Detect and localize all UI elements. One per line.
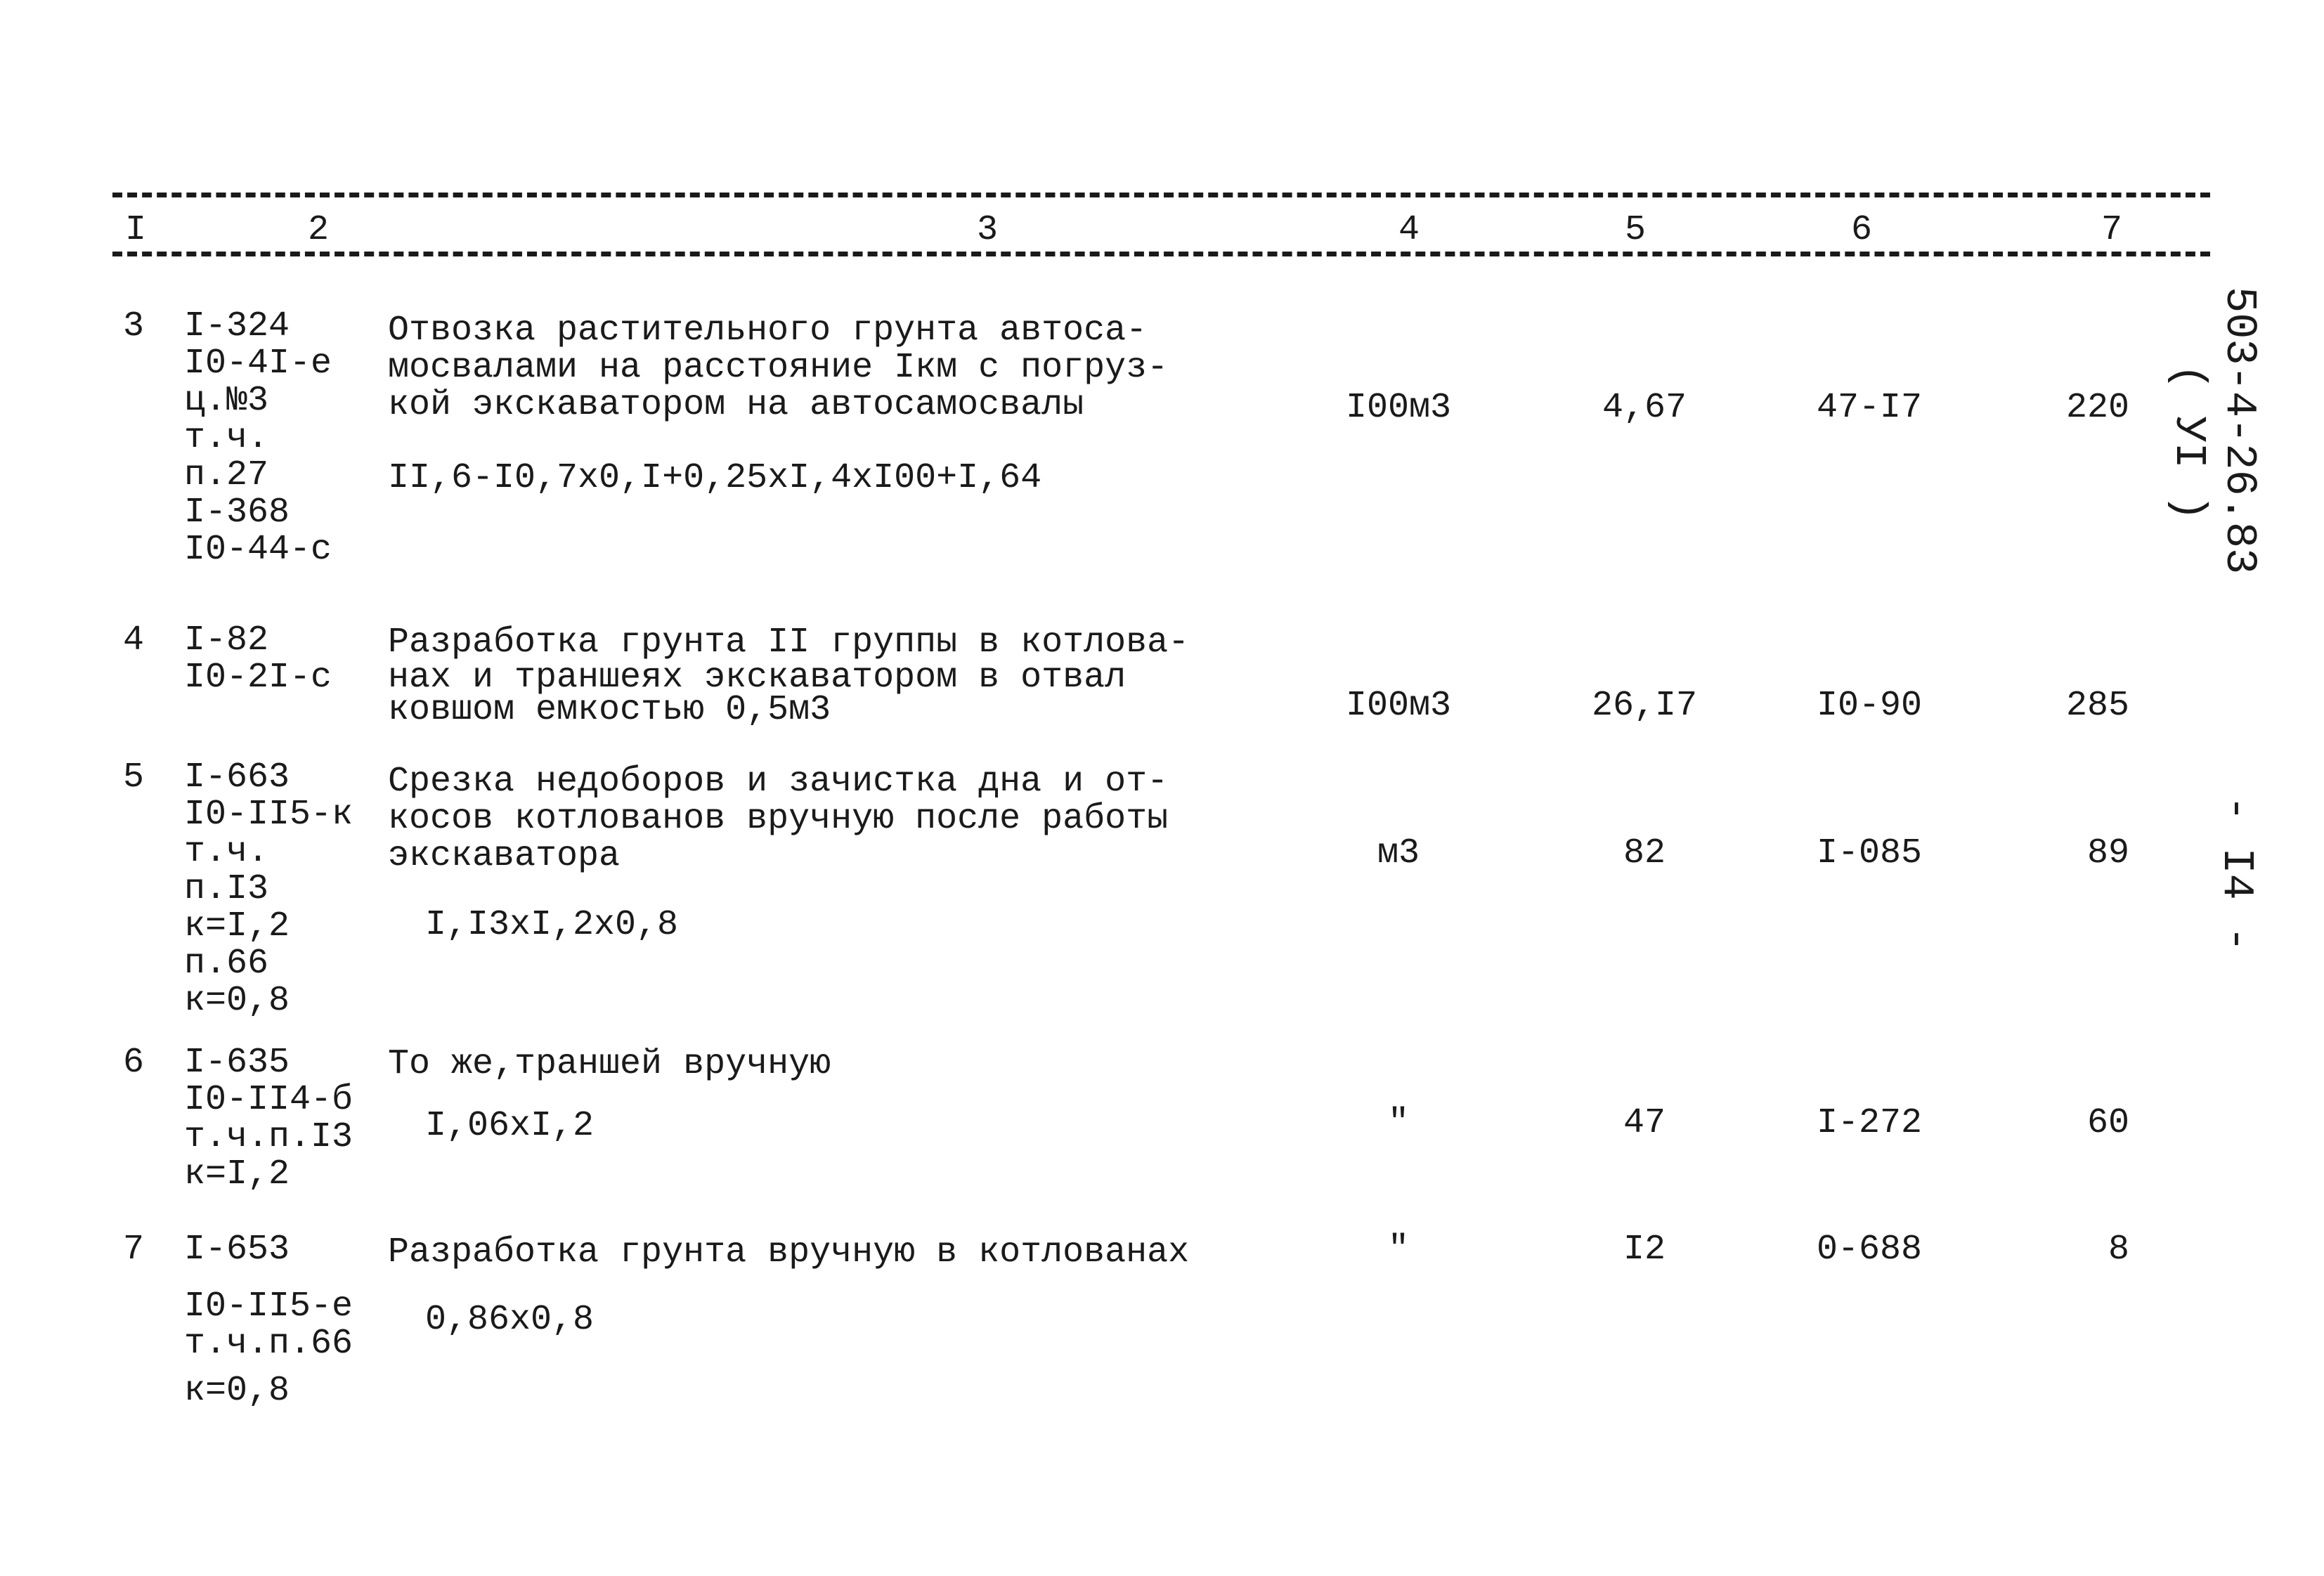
side-document-code: 503-4-26.83	[2214, 287, 2264, 575]
code-line: к=0,8	[184, 1371, 290, 1411]
code-line: I-653	[184, 1230, 290, 1270]
header-bottom-rule	[112, 252, 2210, 256]
header-col-3: 3	[977, 210, 999, 250]
row-7-col7: 8	[2108, 1230, 2129, 1270]
row-6-col5: 47	[1623, 1103, 1666, 1143]
code-line: I-368	[184, 493, 290, 533]
code-line: ц.№3	[184, 381, 269, 421]
row-5-number: 5	[123, 757, 145, 797]
code-line: т.ч.п.I3	[184, 1117, 353, 1157]
code-line: п.66	[184, 944, 269, 984]
code-line: I-663	[184, 757, 290, 797]
row-6-col7: 60	[2086, 1103, 2129, 1143]
row-5-col7: 89	[2086, 833, 2129, 873]
row-3-col5: 4,67	[1602, 388, 1687, 428]
row-5-desc-line-3: экскаватора	[388, 836, 621, 876]
header-top-rule	[112, 193, 2210, 197]
row-6-number: 6	[123, 1043, 145, 1083]
row-5-unit: м3	[1377, 833, 1420, 873]
row-5-col6: I-085	[1816, 833, 1923, 873]
row-3-col6: 47-I7	[1816, 388, 1923, 428]
code-line: к=I,2	[184, 906, 290, 946]
row-5-desc-line-1: Срезка недоборов и зачистка дна и от-	[388, 762, 1169, 802]
code-line: I-324	[184, 306, 290, 346]
header-col-2: 2	[308, 210, 330, 250]
row-4-col7: 285	[2065, 686, 2129, 726]
header-col-4: 4	[1398, 210, 1420, 250]
row-3-desc-line-2: мосвалами на расстояние Iкм с погруз-	[388, 348, 1169, 388]
code-line: I-82	[184, 620, 269, 660]
row-6-desc-line-1: То же,траншей вручную	[388, 1044, 831, 1084]
row-7-col5: I2	[1623, 1230, 1666, 1270]
code-line: к=0,8	[184, 981, 290, 1021]
row-7-col6: 0-688	[1816, 1230, 1923, 1270]
row-5-desc-line-2: косов котлованов вручную после работы	[388, 799, 1169, 839]
code-line: I0-II5-к	[184, 795, 353, 835]
code-line: I0-2I-c	[184, 658, 332, 698]
header-col-5: 5	[1625, 210, 1647, 250]
code-line: т.ч.	[184, 418, 269, 458]
row-4-desc-line-1: Разработка грунта II группы в котлова-	[388, 623, 1190, 663]
row-3-formula: II,6-I0,7x0,I+0,25xI,4xI00+I,64	[388, 458, 1042, 498]
row-4-desc-line-2: нах и траншеях экскаватором в отвал	[388, 658, 1127, 698]
code-line: I0-II4-б	[184, 1080, 353, 1120]
row-4-unit: I00м3	[1345, 686, 1452, 726]
row-4-codes	[184, 622, 332, 696]
row-6-col6: I-272	[1816, 1103, 1923, 1143]
row-5-codes	[184, 759, 353, 1020]
row-3-number: 3	[123, 306, 145, 346]
header-col-6: 6	[1851, 210, 1873, 250]
code-line: I0-44-c	[184, 530, 332, 570]
row-6-formula: I,06xI,2	[425, 1106, 595, 1146]
row-7-unit: "	[1387, 1230, 1409, 1270]
header-col-7: 7	[2101, 210, 2123, 250]
code-line: п.I3	[184, 869, 269, 909]
row-4-col6: I0-90	[1816, 686, 1923, 726]
row-4-desc-line-3: ковшом емкостью 0,5м3	[388, 690, 831, 730]
header-col-1: I	[125, 210, 147, 250]
row-6-codes	[184, 1044, 353, 1193]
row-4-col5: 26,I7	[1591, 686, 1698, 726]
row-7-codes	[184, 1231, 353, 1409]
row-5-formula: I,I3xI,2x0,8	[425, 905, 679, 945]
row-3-col7: 220	[2065, 388, 2129, 428]
side-page-number: - I4 -	[2212, 795, 2261, 953]
row-7-desc-line-1: Разработка грунта вручную в котлованах	[388, 1232, 1190, 1272]
row-3-desc-line-3: кой экскаватором на автосамосвалы	[388, 385, 1084, 425]
row-3-desc-line-1: Отвозка растительного грунта автоса-	[388, 311, 1148, 351]
code-line: I0-4I-e	[184, 344, 332, 384]
code-line: п.27	[184, 455, 269, 495]
row-3-codes	[184, 308, 332, 568]
row-7-formula: 0,86x0,8	[425, 1300, 595, 1340]
side-part-number: ( УI )	[2164, 364, 2214, 521]
code-line: т.ч.п.66	[184, 1324, 353, 1364]
row-6-unit: "	[1387, 1103, 1409, 1143]
code-line: т.ч.	[184, 832, 269, 872]
row-3-unit: I00м3	[1345, 388, 1452, 428]
row-5-col5: 82	[1623, 833, 1666, 873]
code-line: I0-II5-e	[184, 1287, 353, 1327]
code-line: к=I,2	[184, 1154, 290, 1194]
row-4-number: 4	[123, 620, 145, 660]
row-7-number: 7	[123, 1230, 145, 1270]
code-line: I-635	[184, 1043, 290, 1083]
